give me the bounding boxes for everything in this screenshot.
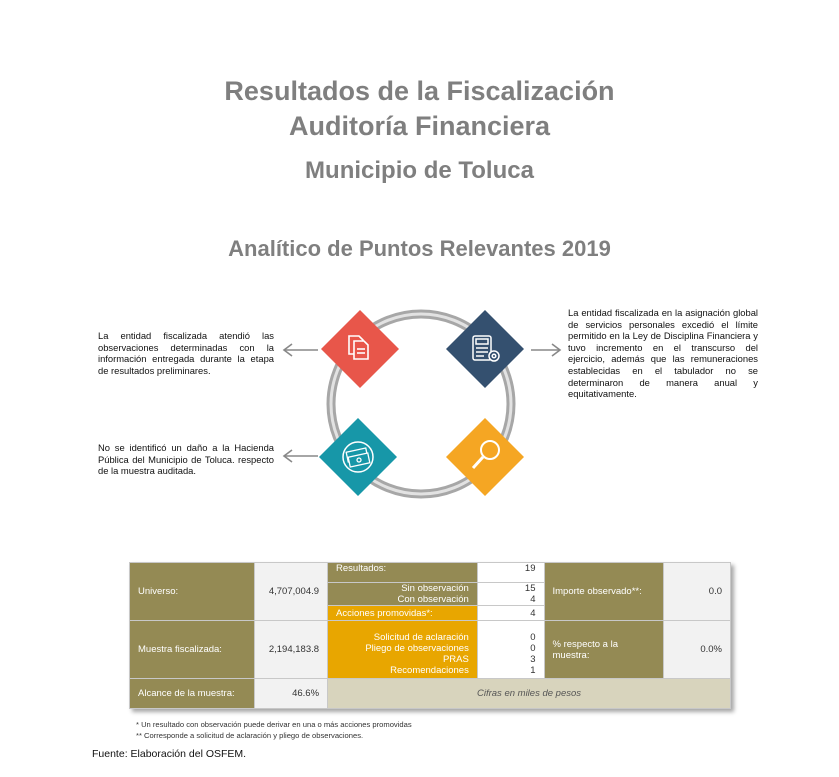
sin-observacion-value: 15 — [524, 583, 536, 594]
source-note: Fuente: Elaboración del OSFEM. — [92, 748, 247, 760]
cifras-note: Cifras en miles de pesos — [328, 679, 731, 709]
muestra-label: Muestra fiscalizada: — [130, 621, 255, 679]
title-line-2: Auditoría Financiera — [288, 111, 551, 141]
municipality-title: Municipio de Toluca — [305, 157, 534, 184]
pliego-observaciones-label: Pliego de observaciones — [365, 642, 469, 654]
solicitud-aclaracion-value: 0 — [530, 631, 536, 643]
porcentaje-label: % respecto a la muestra: — [544, 621, 663, 679]
arrow-left-top — [284, 344, 318, 356]
universo-label: Universo: — [130, 563, 255, 621]
recomendaciones-label: Recomendaciones — [390, 665, 469, 677]
arrow-left-bottom — [284, 450, 318, 462]
pliego-observaciones-value: 0 — [530, 642, 536, 654]
results-table — [129, 562, 731, 709]
section-title: Analítico de Puntos Relevantes 2019 — [228, 236, 611, 261]
acciones-label: Acciones promovidas*: — [328, 606, 478, 621]
resultados-total: 19 — [524, 563, 536, 574]
pras-label: PRAS — [442, 654, 469, 665]
acciones-value: 4 — [477, 606, 544, 621]
alcance-value: 46.6% — [255, 679, 328, 709]
note-top-left: La entidad fiscalizada atendió las observaciones determinadas con la información entregada durante la etapa de resultados preliminares. — [98, 330, 274, 376]
resultados-label: Resultados: — [336, 563, 387, 574]
porcentaje-value: 0.0% — [663, 621, 730, 679]
con-observacion-value: 4 — [530, 594, 536, 606]
arrow-right-top — [531, 344, 560, 356]
universo-value: 4,707,004.9 — [255, 563, 328, 621]
footnote-2: ** Corresponde a solicitud de aclaración y pliego de observaciones. — [136, 731, 364, 740]
con-observacion-label: Con observación — [397, 594, 469, 606]
recomendaciones-value: 1 — [530, 665, 536, 677]
pras-value: 3 — [530, 654, 536, 665]
importe-label: Importe observado**: — [544, 563, 663, 621]
footnote-1: * Un resultado con observación puede derivar en una o más acciones promovidas — [136, 720, 412, 729]
note-top-right: La entidad fiscalizada en la asignación global de servicios personales excedió el límite permitido en la Ley de Disciplina Financiera y tuvo incremento en el transcurso del ejercicio, además que las remuneraciones establecidas en el tabulador no se determinaron de manera anual y equitativamente. — [568, 307, 758, 400]
importe-value: 0.0 — [663, 563, 730, 621]
note-bottom-left: No se identificó un daño a la Hacienda Pública del Municipio de Toluca. respecto de la muestra auditada. — [98, 442, 274, 477]
alcance-label: Alcance de la muestra: — [130, 679, 255, 709]
solicitud-aclaracion-label: Solicitud de aclaración — [373, 631, 469, 643]
sin-observacion-label: Sin observación — [401, 583, 469, 594]
title-line-1: Resultados de la Fiscalización — [224, 76, 615, 106]
muestra-value: 2,194,183.8 — [255, 621, 328, 679]
